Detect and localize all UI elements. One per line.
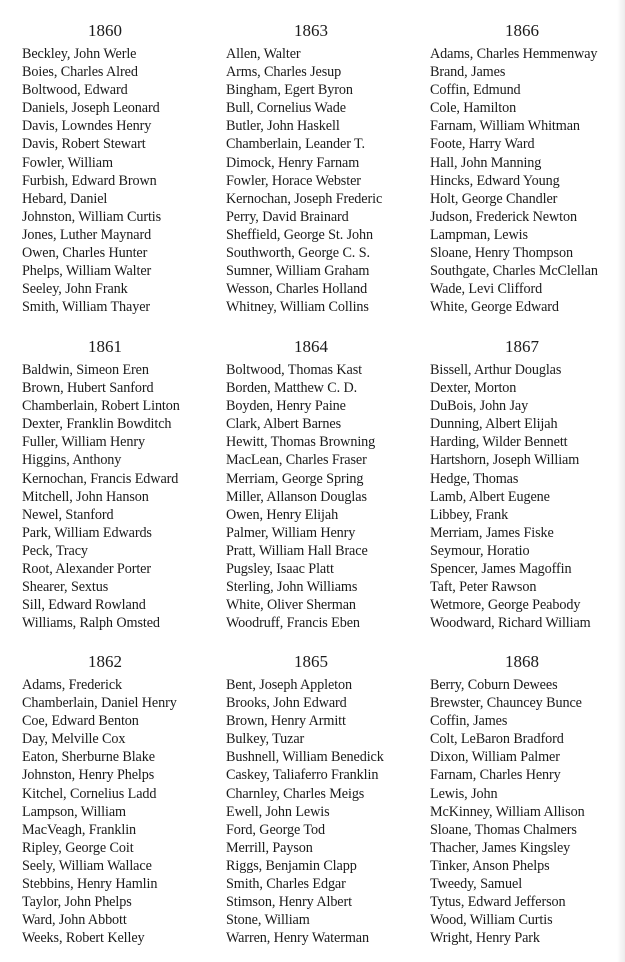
member-name: Brand, James: [430, 64, 506, 81]
member-name: Day, Melville Cox: [22, 731, 126, 748]
member-name: Colt, LeBaron Bradford: [430, 731, 564, 748]
member-name: Cole, Hamilton: [430, 100, 517, 117]
member-name: Dexter, Morton: [430, 380, 517, 397]
class-year-heading: 1860: [88, 21, 122, 40]
member-name: Adams, Charles Hemmenway: [430, 46, 598, 62]
member-name: Bull, Cornelius Wade: [226, 100, 346, 117]
member-name: Hincks, Edward Young: [430, 172, 560, 189]
member-name: Hedge, Thomas: [430, 470, 519, 487]
member-name: Ewell, John Lewis: [226, 803, 330, 820]
member-name: Wright, Henry Park: [430, 930, 540, 947]
member-name: Brooks, John Edward: [226, 695, 347, 712]
member-name: Charnley, Charles Meigs: [226, 785, 365, 802]
member-name: Lampson, William: [22, 803, 126, 820]
member-name: Ward, John Abbott: [22, 912, 127, 929]
member-name: Arms, Charles Jesup: [226, 64, 342, 81]
member-name: Sumner, William Graham: [226, 263, 370, 280]
class-year-block: [22, 652, 222, 947]
class-year-block: [430, 21, 625, 316]
member-name: Tytus, Edward Jefferson: [430, 894, 566, 911]
member-name: Adams, Frederick: [22, 677, 123, 693]
member-name: Spencer, James Magoffin: [430, 561, 572, 578]
member-name-list: [22, 676, 222, 947]
member-name: Fowler, Horace Webster: [226, 172, 361, 189]
member-name: Ford, George Tod: [226, 821, 325, 838]
member-name: Fuller, William Henry: [22, 434, 145, 451]
member-name: Whitney, William Collins: [226, 299, 369, 316]
member-name: Merriam, George Spring: [226, 470, 364, 487]
member-name: Seely, William Wallace: [22, 857, 152, 874]
member-name: Woodruff, Francis Eben: [226, 615, 360, 632]
member-name: Foote, Harry Ward: [430, 136, 535, 153]
class-year-block: [22, 337, 222, 632]
class-year-heading: 1863: [294, 21, 328, 40]
member-name: Stone, William: [226, 912, 310, 929]
member-name: Dexter, Franklin Bowditch: [22, 416, 172, 433]
member-name: Sheffield, George St. John: [226, 226, 374, 243]
class-year-heading: 1866: [505, 21, 539, 40]
member-name-list: [226, 45, 426, 316]
member-name: Smith, Charles Edgar: [226, 876, 346, 893]
member-name: Chamberlain, Daniel Henry: [22, 695, 177, 712]
member-name: McKinney, William Allison: [430, 803, 585, 820]
member-name: Kernochan, Joseph Frederic: [226, 190, 383, 207]
member-name: Stebbins, Henry Hamlin: [22, 876, 158, 893]
member-name: Chamberlain, Leander T.: [226, 136, 365, 153]
member-name: Thacher, James Kingsley: [430, 839, 571, 856]
member-name: Bulkey, Tuzar: [226, 731, 305, 748]
member-name: Caskey, Taliaferro Franklin: [226, 767, 379, 784]
member-name: Brewster, Chauncey Bunce: [430, 695, 582, 712]
member-name: Boies, Charles Alred: [22, 64, 138, 81]
member-name: Berry, Coburn Dewees: [430, 677, 558, 693]
member-name: Bent, Joseph Appleton: [226, 677, 352, 693]
member-name: Wade, Levi Clifford: [430, 281, 543, 298]
member-name: Bingham, Egert Byron: [226, 82, 353, 99]
member-name: Merriam, James Fiske: [430, 524, 554, 541]
member-name: Peck, Tracy: [22, 542, 88, 559]
member-name: White, Oliver Sherman: [226, 597, 356, 614]
member-name: Bushnell, William Benedick: [226, 749, 384, 766]
member-name: Johnston, William Curtis: [22, 208, 162, 225]
member-name: Dixon, William Palmer: [430, 749, 560, 766]
member-name: Holt, George Chandler: [430, 190, 558, 207]
member-name: Lampman, Lewis: [430, 226, 528, 243]
class-year-heading: 1868: [505, 652, 539, 671]
member-name: Coe, Edward Benton: [22, 713, 139, 730]
member-name: Coffin, James: [430, 713, 508, 730]
member-name: Owen, Henry Elijah: [226, 506, 339, 523]
member-name-list: [22, 361, 222, 632]
member-name: Dunning, Albert Elijah: [430, 416, 558, 433]
member-name: Pugsley, Isaac Platt: [226, 561, 334, 578]
member-name: Stimson, Henry Albert: [226, 894, 352, 911]
member-name: Taylor, John Phelps: [22, 894, 132, 911]
class-year-block: [430, 337, 625, 632]
member-name: Harding, Wilder Bennett: [430, 434, 568, 451]
member-name: Bissell, Arthur Douglas: [430, 362, 562, 378]
class-year-block: [226, 21, 426, 316]
class-year-block: [430, 652, 625, 947]
member-name: Chamberlain, Robert Linton: [22, 398, 180, 415]
member-name: Farnam, William Whitman: [430, 118, 580, 135]
member-name: MacVeagh, Franklin: [22, 821, 137, 838]
member-name: Mitchell, John Hanson: [22, 488, 149, 505]
member-name-list: [22, 45, 222, 316]
member-name-list: [226, 676, 426, 947]
member-name: Tweedy, Samuel: [430, 876, 523, 893]
member-name: Weeks, Robert Kelley: [22, 930, 145, 947]
member-name: Kitchel, Cornelius Ladd: [22, 785, 157, 802]
member-name: Sill, Edward Rowland: [22, 597, 146, 614]
member-name: Shearer, Sextus: [22, 579, 109, 596]
member-name: Libbey, Frank: [430, 506, 509, 523]
member-name: Sloane, Thomas Chalmers: [430, 821, 577, 838]
class-year-block: [226, 652, 426, 947]
member-name: Phelps, William Walter: [22, 263, 152, 280]
member-name: Taft, Peter Rawson: [430, 579, 537, 596]
member-name: Boyden, Henry Paine: [226, 398, 346, 415]
member-name: Newel, Stanford: [22, 506, 114, 523]
member-name: Tinker, Anson Phelps: [430, 857, 550, 874]
class-year-heading: 1865: [294, 652, 328, 671]
member-name: Ripley, George Coit: [22, 839, 134, 856]
member-name: Butler, John Haskell: [226, 118, 340, 135]
member-name: Daniels, Joseph Leonard: [22, 100, 160, 117]
member-name: Park, William Edwards: [22, 524, 152, 541]
member-name: Beckley, John Werle: [22, 46, 137, 62]
member-name: Allen, Walter: [226, 46, 301, 62]
member-name: Pratt, William Hall Brace: [226, 542, 368, 559]
class-year-heading: 1867: [505, 337, 539, 356]
member-name: DuBois, John Jay: [430, 398, 529, 415]
member-name: Coffin, Edmund: [430, 82, 521, 99]
member-name: Palmer, William Henry: [226, 524, 356, 541]
member-name: Brown, Henry Armitt: [226, 713, 346, 730]
member-name: Miller, Allanson Douglas: [226, 488, 367, 505]
member-name: Boltwood, Edward: [22, 82, 128, 99]
member-name: Seeley, John Frank: [22, 281, 128, 298]
class-year-heading: 1861: [88, 337, 122, 356]
member-name: Davis, Robert Stewart: [22, 136, 146, 153]
member-name: White, George Edward: [430, 299, 559, 316]
class-year-block: [22, 21, 222, 316]
member-name: Brown, Hubert Sanford: [22, 380, 154, 397]
class-year-block: [226, 337, 426, 632]
member-name: Furbish, Edward Brown: [22, 172, 157, 189]
member-name: Southgate, Charles McClellan: [430, 263, 598, 280]
member-name-list: [430, 45, 625, 316]
member-name: Jones, Luther Maynard: [22, 226, 152, 243]
member-name: Borden, Matthew C. D.: [226, 380, 358, 397]
member-name: Hewitt, Thomas Browning: [226, 434, 376, 451]
member-name: Hebard, Daniel: [22, 190, 108, 207]
member-name: Merrill, Payson: [226, 839, 313, 856]
class-year-heading: 1864: [294, 337, 328, 356]
member-name: Baldwin, Simeon Eren: [22, 362, 149, 378]
member-name: Davis, Lowndes Henry: [22, 118, 152, 135]
member-name: Judson, Frederick Newton: [430, 208, 577, 225]
member-name: Perry, David Brainard: [226, 208, 349, 225]
member-name: Lewis, John: [430, 785, 498, 802]
member-name: Warren, Henry Waterman: [226, 930, 369, 947]
member-name: Hall, John Manning: [430, 154, 542, 171]
member-name-list: [226, 361, 426, 632]
member-name-list: [430, 361, 625, 632]
member-name: Farnam, Charles Henry: [430, 767, 561, 784]
member-name: Lamb, Albert Eugene: [430, 488, 550, 505]
member-name: Eaton, Sherburne Blake: [22, 749, 155, 766]
member-name: Root, Alexander Porter: [22, 561, 152, 578]
member-name: Wesson, Charles Holland: [226, 281, 368, 298]
member-name: Sloane, Henry Thompson: [430, 245, 573, 262]
member-name: Johnston, Henry Phelps: [22, 767, 155, 784]
member-name: Owen, Charles Hunter: [22, 245, 148, 262]
member-name: Wetmore, George Peabody: [430, 597, 581, 614]
class-year-heading: 1862: [88, 652, 122, 671]
member-name: Clark, Albert Barnes: [226, 416, 342, 433]
member-name: Wood, William Curtis: [430, 912, 553, 929]
member-name: Boltwood, Thomas Kast: [226, 362, 362, 378]
member-name: Southworth, George C. S.: [226, 245, 370, 262]
member-name: Dimock, Henry Farnam: [226, 154, 360, 171]
member-name: Hartshorn, Joseph William: [430, 452, 580, 469]
member-name: Fowler, William: [22, 154, 113, 171]
member-name: Kernochan, Francis Edward: [22, 470, 179, 487]
member-name: Riggs, Benjamin Clapp: [226, 857, 357, 874]
member-name: Woodward, Richard William: [430, 615, 591, 632]
member-name: Williams, Ralph Omsted: [22, 615, 160, 632]
member-name-list: [430, 676, 625, 947]
member-name: Higgins, Anthony: [22, 452, 122, 469]
member-name: Sterling, John Williams: [226, 579, 358, 596]
member-name: Smith, William Thayer: [22, 299, 151, 316]
member-name: Seymour, Horatio: [430, 542, 530, 559]
member-name: MacLean, Charles Fraser: [226, 452, 367, 469]
